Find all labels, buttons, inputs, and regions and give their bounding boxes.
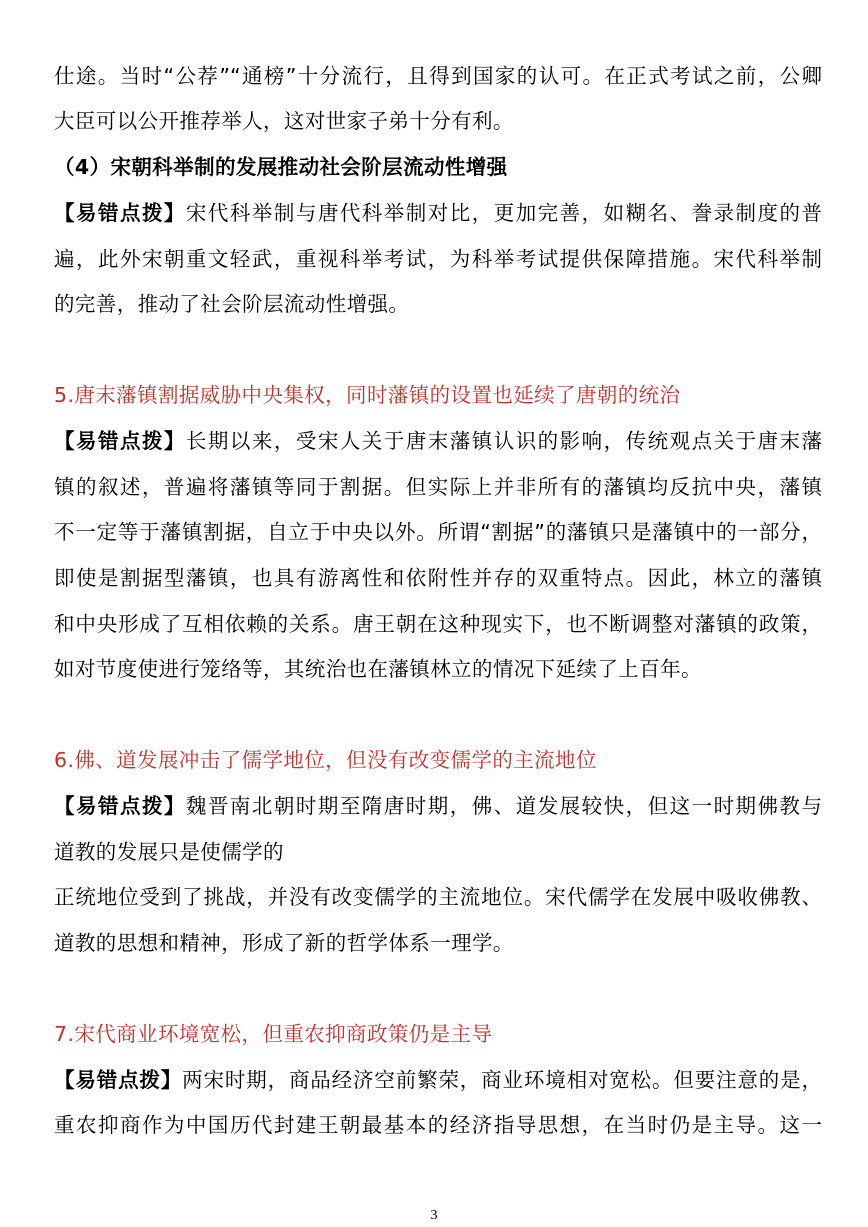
paragraph-text: 长期以来，受宋人关于唐末藩镇认识的影响，传统观点关于唐末藩 [185,429,823,453]
paragraph-text: 宋代科举制与唐代科举制对比，更加完善，如糊名、誊录制度的普 [185,201,823,225]
paragraph-line [54,792,822,820]
paragraph-line: 道教的思想和精神，形成了新的哲学体系一理学。 [54,931,514,955]
paragraph-line: 和中央形成了互相依赖的关系。唐王朝在这种现实下，也不断调整对藩镇的政策， [54,612,822,636]
paragraph-line [54,199,822,227]
page-number: 3 [430,1208,438,1223]
paragraph-line: 大臣可以公开推荐举人，这对世家子弟十分有利。 [54,109,514,133]
paragraph-line: 遍，此外宋朝重文轻武，重视科举考试，为科举考试提供保障措施。宋代科举制 [54,247,822,271]
error-tip-label: 【易错点拨】 [54,429,186,453]
section-heading-7: 7.宋代商业环境宽松，但重农抑商政策仍是主导 [54,1022,493,1046]
paragraph-line [54,1066,822,1094]
error-tip-label: 【易错点拨】 [54,201,186,225]
paragraph-line: 不一定等于藩镇割据，自立于中央以外。所谓“割据”的藩镇只是藩镇中的一部分， [54,520,822,544]
paragraph-line: 如对节度使进行笼络等，其统治也在藩镇林立的情况下延续了上百年。 [54,657,702,681]
paragraph-line: 道教的发展只是使儒学的 [54,840,284,864]
paragraph-line: 即使是割据型藩镇，也具有游离性和依附性并存的双重特点。因此，林立的藩镇 [54,566,822,590]
paragraph-line: 正统地位受到了挑战，并没有改变儒学的主流地位。宋代儒学在发展中吸收佛教、 [54,885,822,909]
paragraph-line: 镇的叙述，普遍将藩镇等同于割据。但实际上并非所有的藩镇均反抗中央，藩镇 [54,475,822,499]
paragraph-text: 两宋时期，商品经济空前繁荣，商业环境相对宽松。但要注意的是， [182,1068,823,1092]
section-heading-5: 5.唐末藩镇割据威胁中央集权，同时藩镇的设置也延续了唐朝的统治 [54,383,681,407]
paragraph-line: 的完善，推动了社会阶层流动性增强。 [54,292,410,316]
section-heading-4: （4）宋朝科举制的发展推动社会阶层流动性增强 [54,155,508,179]
error-tip-label: 【易错点拨】 [54,794,186,818]
paragraph-line: 重农抑商作为中国历代封建王朝最基本的经济指导思想，在当时仍是主导。这一 [54,1113,822,1137]
paragraph-text: 魏晋南北朝时期至隋唐时期，佛、道发展较快，但这一时期佛教与 [185,794,823,818]
section-heading-6: 6.佛、道发展冲击了儒学地位，但没有改变儒学的主流地位 [54,748,597,772]
error-tip-label: 【易错点拨】 [54,1068,183,1092]
paragraph-line: 仕途。当时“公荐”“通榜”十分流行，且得到国家的认可。在正式考试之前，公卿 [54,64,822,88]
paragraph-line [54,427,822,455]
